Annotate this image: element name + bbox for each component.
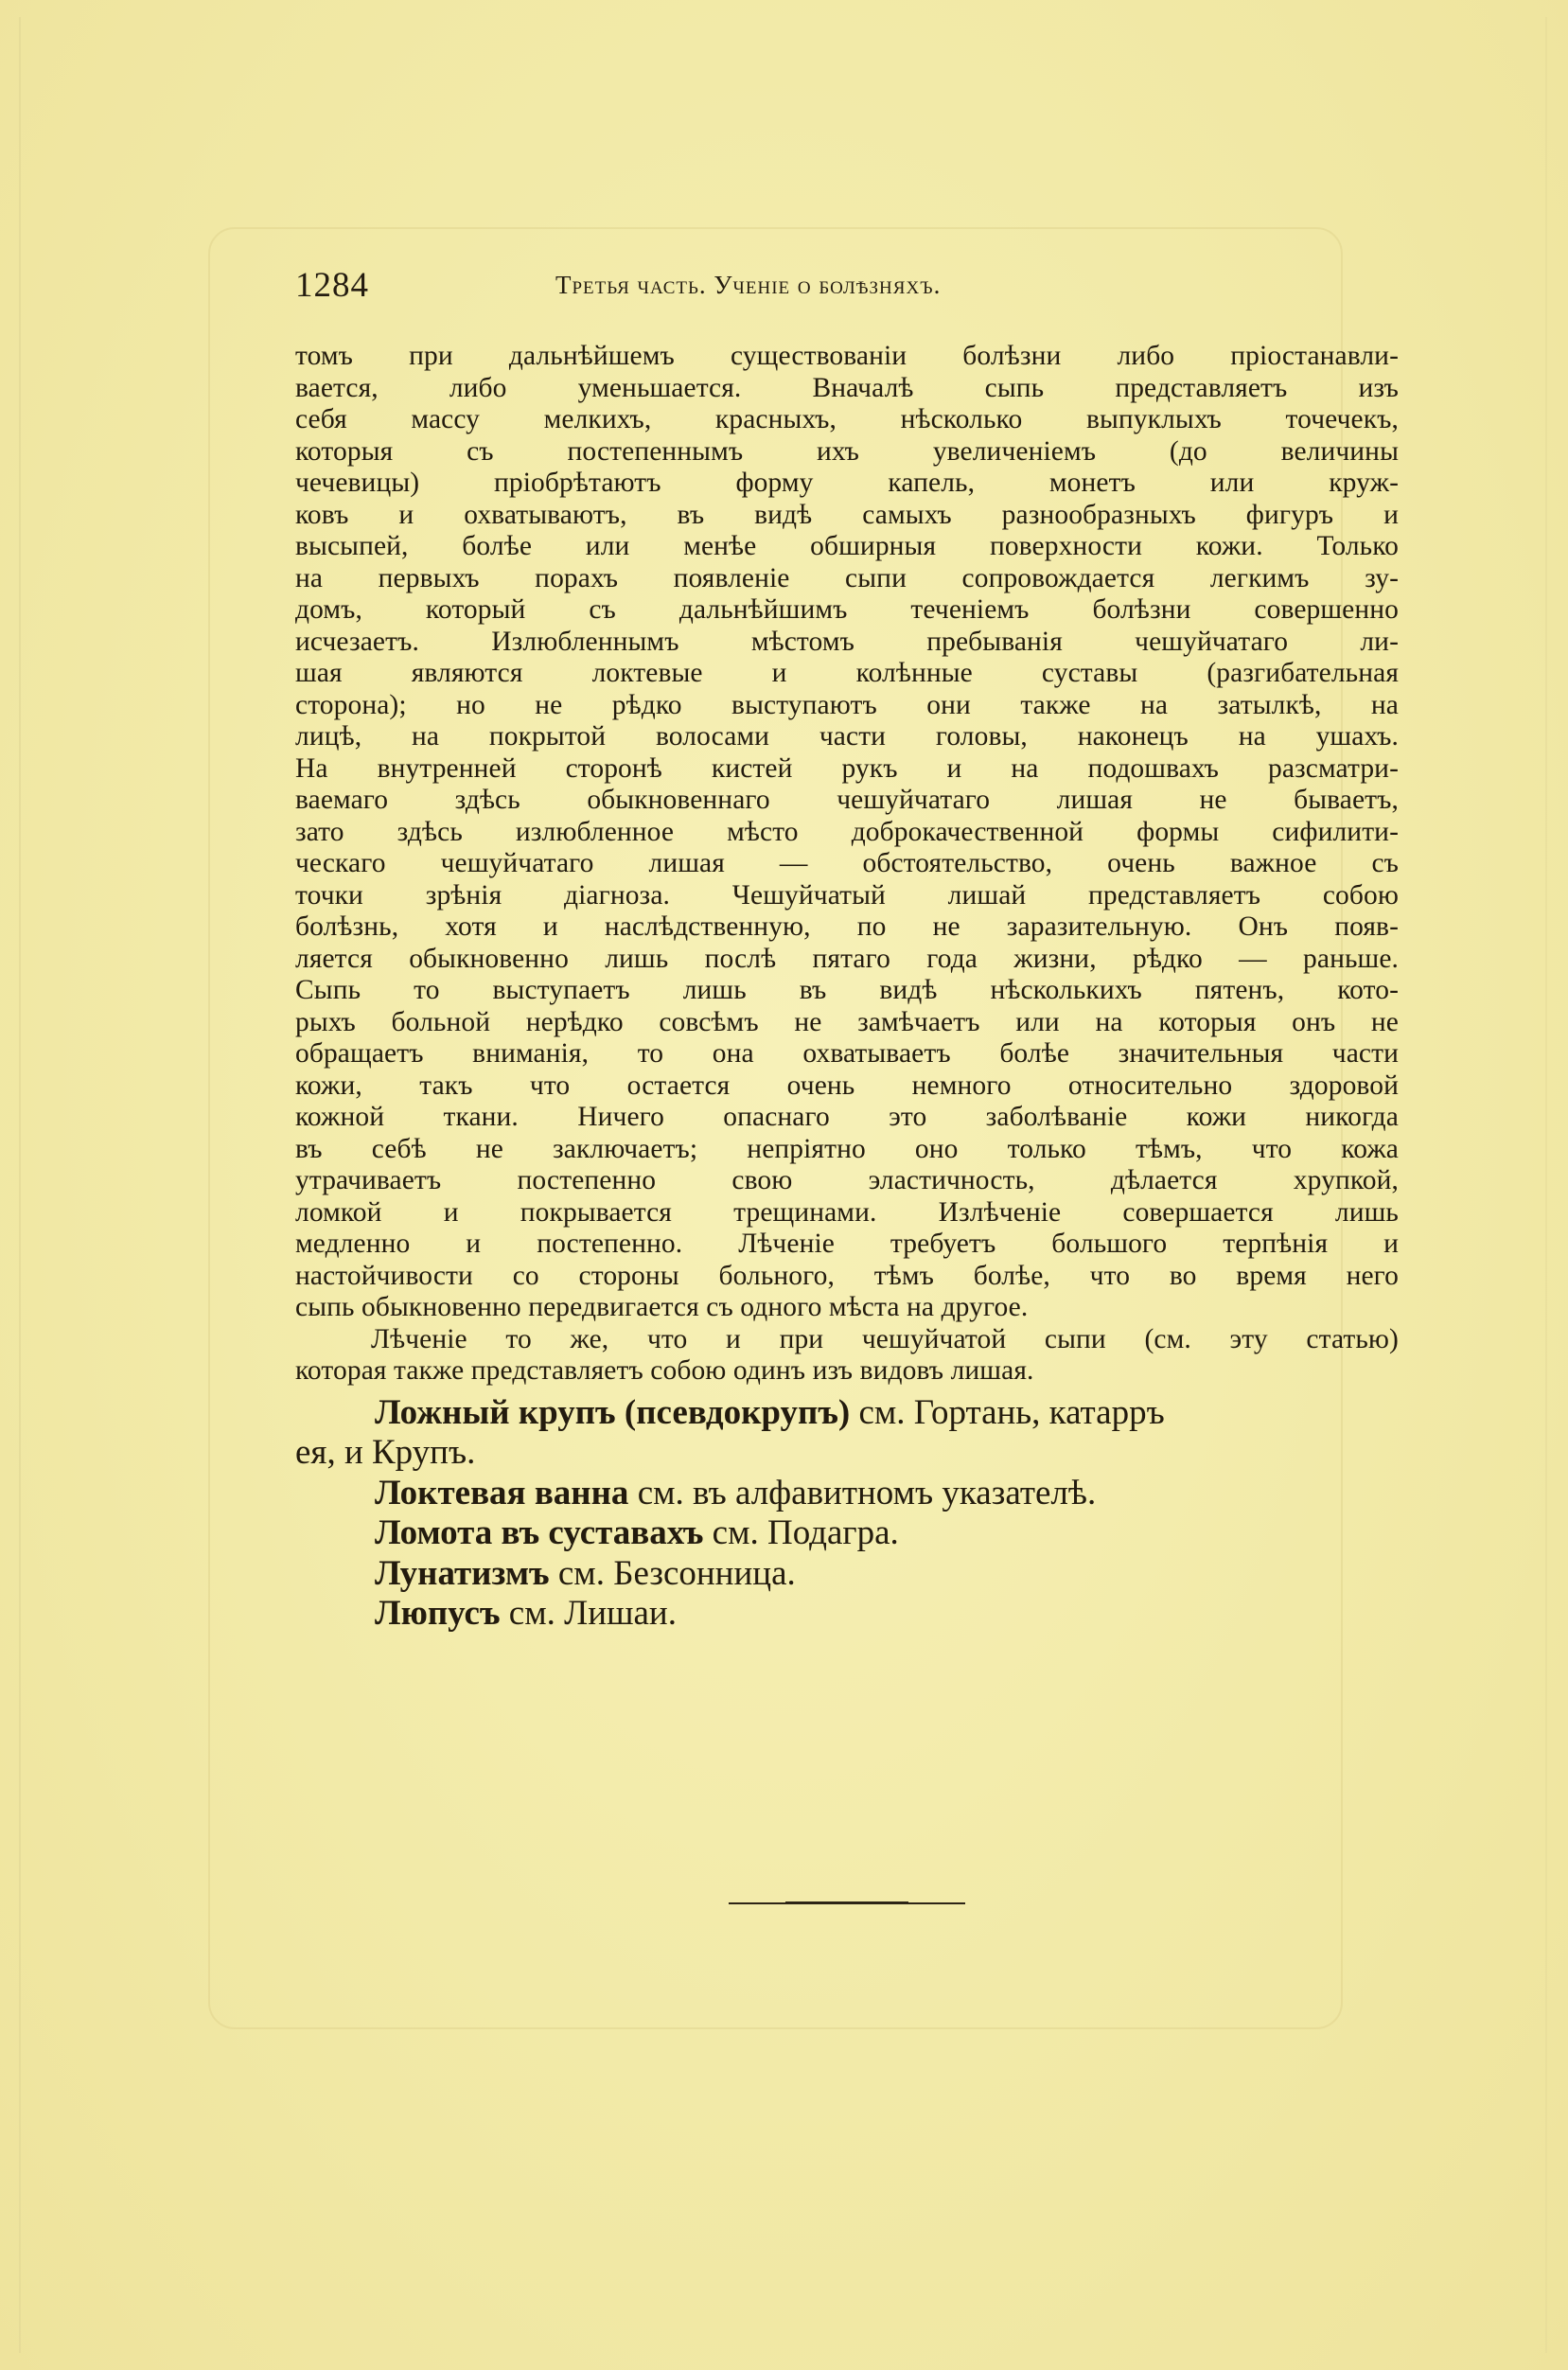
index-entry [295,1474,1399,1514]
text-line: ляется обыкновенно лишь послѣ пятаго года жизни, рѣдко — раньше. [295,943,1399,974]
text-line: домъ, который съ дальнѣйшимъ теченіемъ болѣзни совершенно [295,594,1399,625]
text-line: кожной ткани. Ничего опаснаго это заболѣваніе кожи никогда [295,1102,1399,1132]
text-line: шая являются локтевые и колѣнные суставы (разгибательная [295,658,1399,688]
text-line: На внутренней сторонѣ кистей рукъ и на подошвахъ разсматри- [295,752,1399,784]
text-line: томъ при дальнѣйшемъ существованіи болѣзни либо пріостанавли- [295,341,1399,371]
text-line: рыхъ больной нерѣдко совсѣмъ не замѣчаетъ или на которыя онъ не [295,1006,1399,1037]
entry-reference: см. въ алфавитномъ указателѣ. [628,1473,1097,1512]
text-line: которыя съ постепеннымъ ихъ увеличеніемъ (до величины [295,435,1399,467]
text-line: исчезаетъ. Излюбленнымъ мѣстомъ пребыванія чешуйчатаго ли- [295,626,1399,657]
text-line: точки зрѣнія діагноза. Чешуйчатый лишай представляетъ собою [295,879,1399,911]
text-line: обращаетъ вниманія, то она охватываетъ болѣе значительныя части [295,1038,1399,1069]
text-line: болѣзнь, хотя и наслѣдственную, по не заразительную. Онъ появ- [295,911,1399,942]
page-header [295,265,1399,309]
text-line: ческаго чешуйчатаго лишая — обстоятельство, очень важное съ [295,848,1399,878]
text-line: сыпь обыкновенно передвигается съ одного мѣста на другое. [295,1292,1029,1322]
text-line: которая также представляетъ собою одинъ изъ видовъ лишая. [295,1355,1034,1386]
entry-title: Локтевая ванна [375,1473,629,1512]
entry-reference: см. Подагра. [703,1513,899,1552]
index-entry [295,1513,1399,1554]
entry-continuation: ея, и Крупъ. [295,1433,476,1472]
text-line: настойчивости со стороны больного, тѣмъ болѣе, что во время него [295,1260,1399,1291]
running-head: Третья часть. Ученіе о болѣзняхъ. [555,271,942,299]
text-line: кожи, такъ что остается очень немного относительно здоровой [295,1070,1399,1101]
entry-reference: см. Лишаи. [500,1594,677,1633]
text-line: сторона); но не рѣдко выступаютъ они также на затылкѣ, на [295,689,1399,720]
entry-title: Люпусъ [375,1594,501,1633]
text-line: вается, либо уменьшается. Вначалѣ сыпь представляетъ изъ [295,372,1399,403]
text-line: чечевицы) пріобрѣтаютъ форму капель, монетъ или круж- [295,468,1399,498]
text-line: въ себѣ не заключаетъ; непріятно оно только тѣмъ, что кожа [295,1133,1399,1164]
text-line: ломкой и покрывается трещинами. Излѣченіе совершается лишь [295,1196,1399,1228]
index-entry [295,1554,1399,1595]
text-line: Лѣченіе то же, что и при чешуйчатой сыпи (см. эту статью) [371,1323,1399,1354]
text-line: медленно и постепенно. Лѣченіе требуетъ большого терпѣнія и [295,1229,1399,1259]
text-line: лицѣ, на покрытой волосами части головы, наконецъ на ушахъ. [295,721,1399,752]
index-entry [295,1594,1399,1635]
end-separator-rule [729,1902,965,1908]
text-line: Сыпь то выступаетъ лишь въ видѣ нѣсколькихъ пятенъ, кото- [295,975,1399,1005]
text-line: ваемаго здѣсь обыкновеннаго чешуйчатаго лишая не бываетъ, [295,785,1399,815]
text-line: ковъ и охватываютъ, въ видѣ самыхъ разнообразныхъ фигуръ и [295,499,1399,530]
index-entry [295,1393,1399,1434]
page-number: 1284 [295,266,369,305]
body-paragraph [295,341,1399,1324]
entry-title: Ломота въ суставахъ [375,1513,704,1552]
cross-reference-entries [295,1393,1399,1635]
entry-title: Ложный крупъ (псевдокрупъ) [375,1392,851,1432]
text-line: высыпей, болѣе или менѣе обширныя поверхности кожи. Только [295,531,1399,561]
text-line: себя массу мелкихъ, красныхъ, нѣсколько выпуклыхъ точечекъ, [295,404,1399,434]
closing-paragraph [295,1324,1399,1388]
page-content [295,341,1399,1635]
text-line: на первыхъ порахъ появленіе сыпи сопровождается легкимъ зу- [295,562,1399,593]
text-line: утрачиваетъ постепенно свою эластичность, дѣлается хрупкой, [295,1165,1399,1195]
text-line: зато здѣсь излюбленное мѣсто доброкачественной формы сифилити- [295,816,1399,847]
entry-title: Лунатизмъ [375,1553,550,1593]
entry-reference: см. Безсонница. [549,1553,796,1593]
entry-reference: см. Гортань, катарръ [850,1392,1165,1432]
